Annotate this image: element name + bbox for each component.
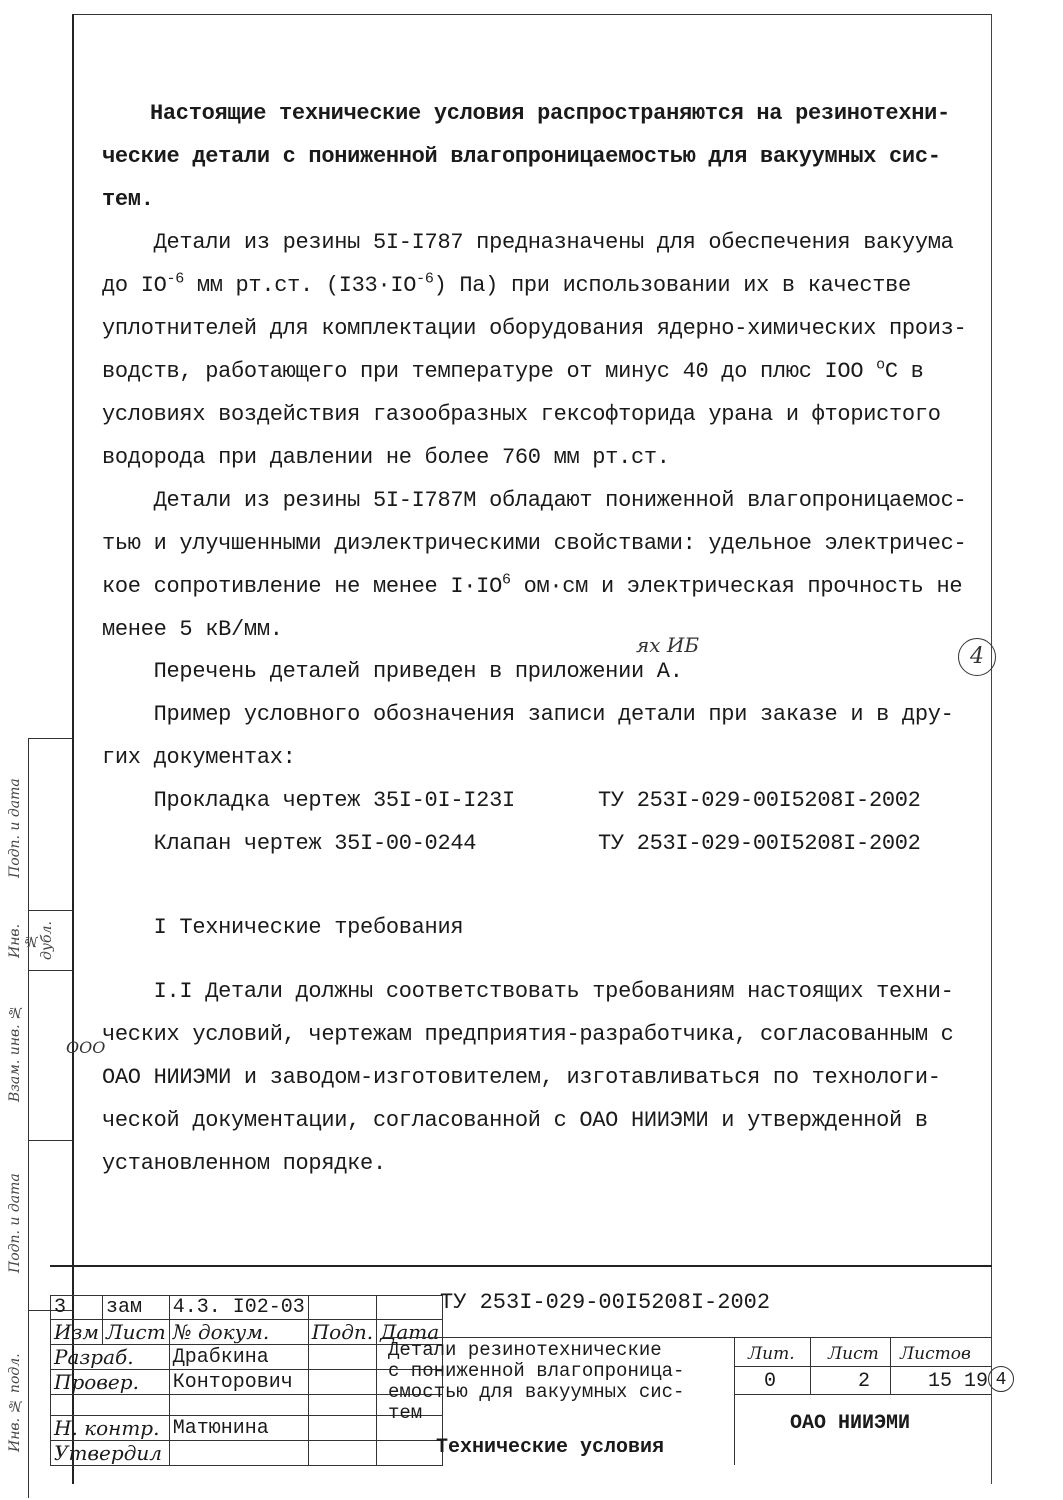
example-1-item: Прокладка чертеж 35I-0I-I23I [102,788,515,813]
sign-checker [308,1370,376,1395]
hdr-data: Дата [377,1320,443,1345]
strip-line [29,1140,73,1141]
exponent-3: 6 [501,571,511,589]
role-approver: Утвердил [51,1441,170,1466]
degree-sign: о [876,356,885,374]
hdr-doc: № докум. [169,1320,308,1345]
role-developer: Разраб. [51,1345,170,1370]
vacuum-text-d: С в условиях воздействия газообразных гексофторида урана и фтористого водорода при давлении не более 760 мм рт.ст. [102,359,941,470]
vacuum-paragraph [102,221,982,479]
vacuum-text-c: ) Па) при использовании их в качестве уплотнителей для комплектации оборудования ядерно-химических произ- водств, работающего при температуре от минус 40 до плюс IOO [102,273,967,384]
role-normcontrol: Н. контр. [51,1416,170,1441]
role-checker: Провер. [51,1370,170,1395]
signature-table [50,1295,443,1466]
rev-doc: 4.3. I02-03 [169,1296,308,1320]
organization-name: ОАО НИИЭМИ [790,1412,911,1435]
document-kind: Технические условия [436,1436,665,1459]
name-approver [169,1441,308,1466]
strip-label-2: Инв. № дубл. [7,921,55,961]
dielectric-text-a: Детали из резины 5I-I787М обладают пониженной влагопроницаемос- тью и улучшенными диэлектрическими свойствами: удельное электричес- кое сопротивление не менее I·IO [102,488,967,599]
sheet-value: 2 [858,1370,871,1393]
handwritten-insert: ях ИБ [636,633,700,657]
strip-line [29,970,73,971]
rev-change: зам [102,1296,169,1320]
exponent-2: -6 [416,270,434,288]
strip-label-1: Подп. и дата [7,778,23,878]
lit-header-line [734,1366,992,1367]
lit-column-left [734,1337,735,1465]
intro-paragraph: Настоящие технические условия распространяются на резинотехни- ческие детали с пониженной влагопроницаемостью для вакуумных сис- тем. [102,101,950,212]
name-empty [169,1395,308,1416]
vacuum-text-a: Детали из резины 5I-I787 предназначены для обеспечения вакуума до IO [102,230,954,298]
role-empty [51,1395,170,1416]
strip-label-3: Взам. инв. № [7,1003,23,1103]
sheets-value: 15 19 [928,1370,989,1393]
rev-num: 3 [51,1296,103,1320]
sheets-column-left [890,1337,891,1394]
vacuum-text-b: мм рт.ст. (I33·IO [183,273,417,298]
strip-line [29,738,73,739]
rev-sign [308,1296,376,1320]
hdr-list: Лист [102,1320,169,1345]
hdr-izm: Изм [51,1320,103,1345]
sign-empty [308,1395,376,1416]
title-divider [384,1337,992,1338]
ooo-handwritten-mark: ООО [66,1038,106,1057]
rev-date [377,1296,443,1320]
lit-value: 0 [764,1370,777,1393]
lit-value-line [734,1394,992,1395]
strip-label-5: Инв. № подл. [7,1353,23,1453]
sheet-column-left [810,1337,811,1394]
example-1-tu: ТУ 253I-029-00I5208I-2002 [598,788,921,813]
sheet-label: Лист [828,1344,879,1364]
example-2-tu: ТУ 253I-029-00I5208I-2002 [598,831,921,856]
name-normcontrol: Матюнина [169,1416,308,1441]
exponent-1: -6 [166,270,184,288]
dielectric-text-b: ом·см и электрическая прочность не менее 5 кВ/мм. [102,574,963,642]
sign-normcontrol [308,1416,376,1441]
dielectric-paragraph [102,479,982,651]
name-developer: Драбкина [169,1345,308,1370]
sign-approver [308,1441,376,1466]
strip-label-4: Подп. и дата [7,1173,23,1273]
name-checker: Конторович [169,1370,308,1395]
strip-line [29,910,73,911]
circled-revision-mark: 4 [958,638,996,676]
hdr-podp: Подп. [308,1320,376,1345]
product-description: Детали резинотехнические с пониженной влагопроница- емостью для вакуумных сис- тем [388,1339,685,1424]
requirements-paragraph: I.I Детали должны соответствовать требованиям настоящих техни- ческих условий, чертежам предприятия-разработчика, согласованным с ОАО НИИЭМИ и заводом-изготовителем, изготавливаться по технологи- ческой документации, согласованной с ОАО НИИЭМИ и утвержденной в установленном порядке. [102,979,954,1176]
document-code: ТУ 253I-029-00I5208I-2002 [440,1290,771,1315]
sheets-circled-mark: 4 [988,1366,1014,1392]
example-intro-paragraph: Пример условного обозначения записи детали при заказе и в дру- гих документах: [102,702,954,770]
appendix-paragraph: Перечень деталей приведен в приложении А. [102,659,683,684]
date-approver [377,1441,443,1466]
sheets-label: Листов [900,1344,971,1364]
section-heading: I Технические требования [102,915,464,940]
sign-developer [308,1345,376,1370]
lit-label: Лит. [748,1344,795,1364]
example-2-item: Клапан чертеж 35I-00-0244 [102,831,477,856]
